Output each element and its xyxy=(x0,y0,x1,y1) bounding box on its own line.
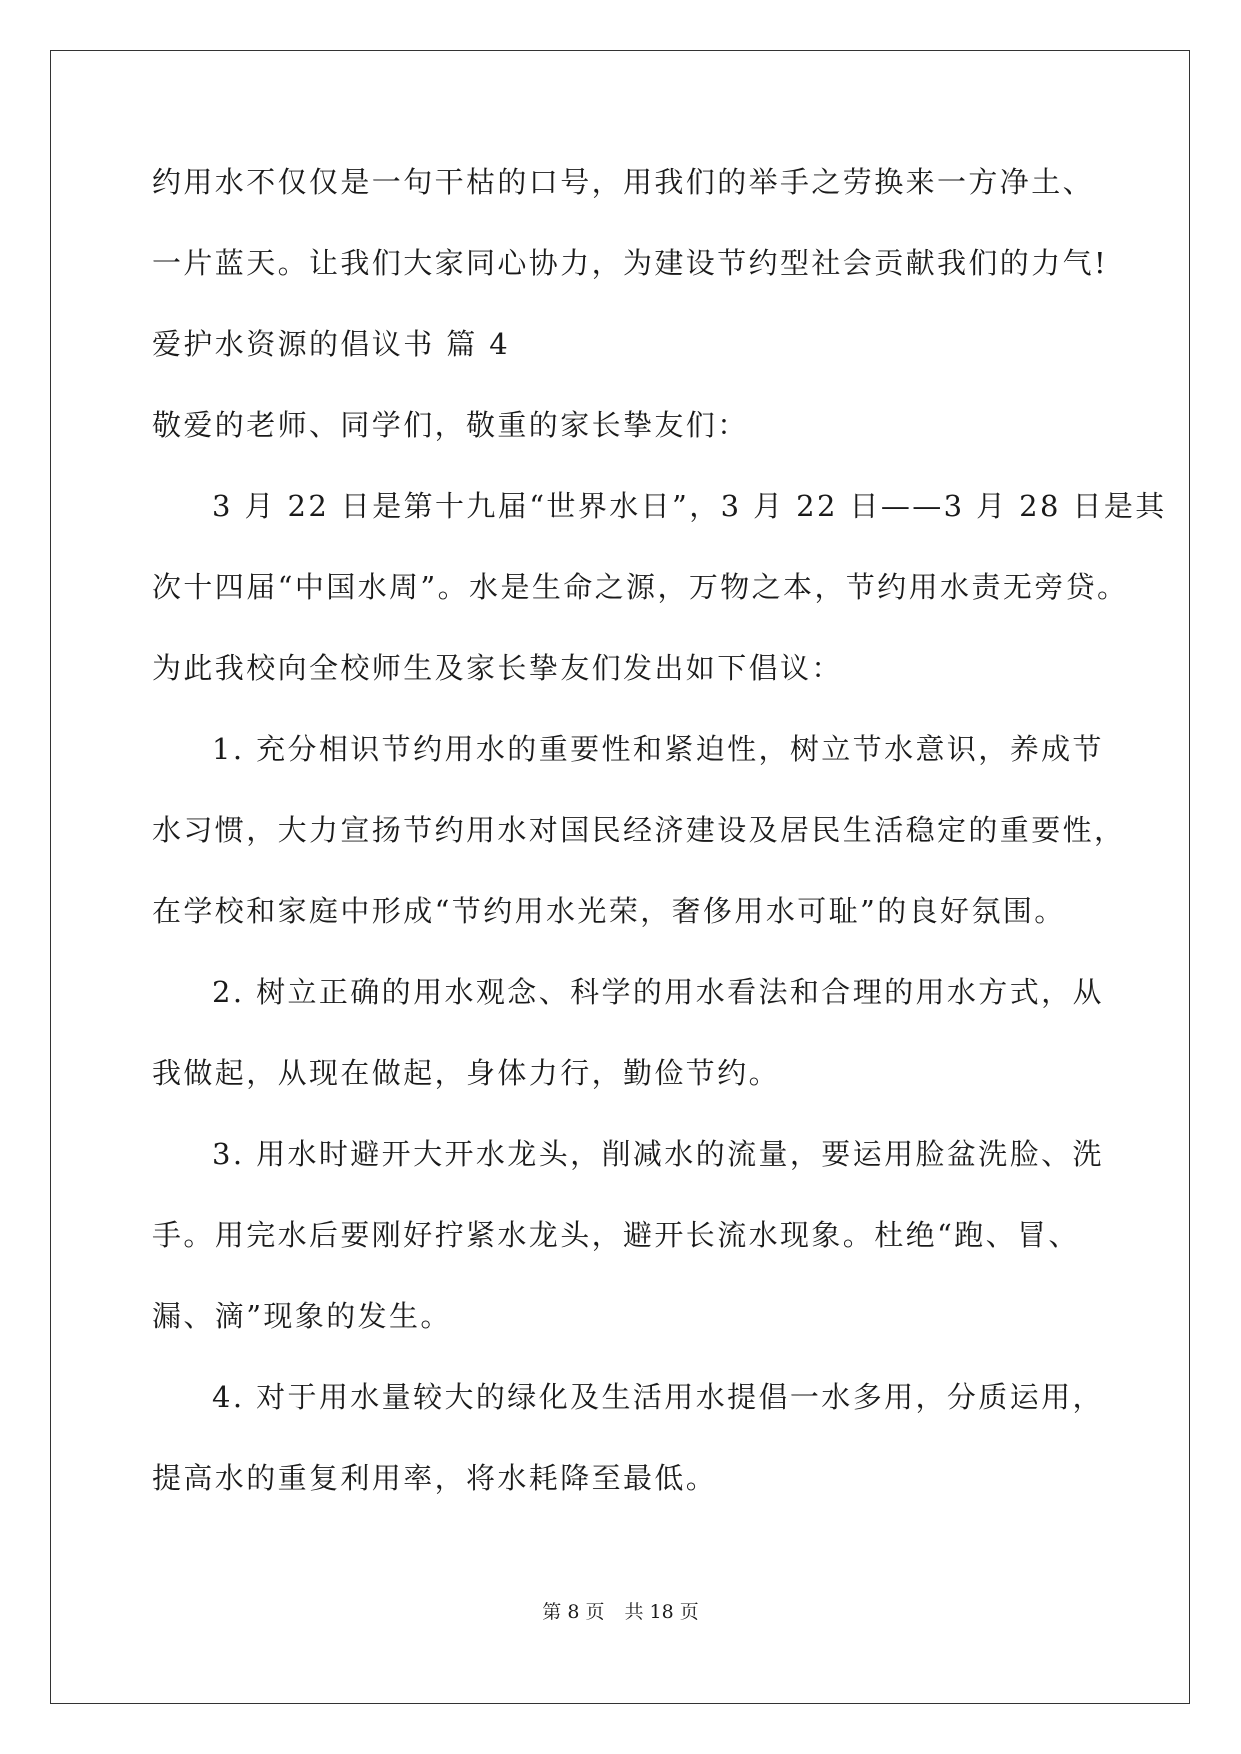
text-line: 一片蓝天。让我们大家同心协力，为建设节约型社会贡献我们的力气! xyxy=(152,246,1109,280)
text-line: 约用水不仅仅是一句干枯的口号，用我们的举手之劳换来一方净土、 xyxy=(152,165,1095,199)
page-number-total: 共 18 页 xyxy=(624,1601,699,1623)
text-line: 3. 用水时避开大开水龙头，削减水的流量，要运用脸盆洗脸、洗 xyxy=(212,1137,1104,1171)
text-line: 次十四届“中国水周”。水是生命之源，万物之本，节约用水责无旁贷。 xyxy=(152,570,1129,604)
text-line: 水习惯，大力宣扬节约用水对国民经济建设及居民生活稳定的重要性， xyxy=(152,813,1126,847)
text-line: 提高水的重复利用率，将水耗降至最低。 xyxy=(152,1461,718,1495)
text-line: 在学校和家庭中形成“节约用水光荣，奢侈用水可耻”的良好氛围。 xyxy=(152,894,1066,928)
text-line: 手。用完水后要刚好拧紧水龙头，避开长流水现象。杜绝“跑、冒、 xyxy=(152,1218,1080,1252)
text-line: 我做起，从现在做起，身体力行，勤俭节约。 xyxy=(152,1056,781,1090)
text-line: 为此我校向全校师生及家长挚友们发出如下倡议： xyxy=(152,651,843,685)
page-footer xyxy=(0,1597,1241,1624)
text-line: 敬爱的老师、同学们，敬重的家长挚友们： xyxy=(152,408,749,442)
text-line: 4. 对于用水量较大的绿化及生活用水提倡一水多用，分质运用， xyxy=(212,1380,1104,1414)
document-body xyxy=(152,162,1167,1539)
text-line: 爱护水资源的倡议书 篇 4 xyxy=(152,327,511,361)
text-line: 漏、滴”现象的发生。 xyxy=(152,1299,452,1333)
page-number-current: 第 8 页 xyxy=(542,1601,605,1623)
text-line: 2. 树立正确的用水观念、科学的用水看法和合理的用水方式，从 xyxy=(212,975,1104,1009)
text-line: 3 月 22 日是第十九届“世界水日”，3 月 22 日——3 月 28 日是其 xyxy=(212,489,1167,523)
text-line: 1. 充分相识节约用水的重要性和紧迫性，树立节水意识，养成节 xyxy=(212,732,1104,766)
